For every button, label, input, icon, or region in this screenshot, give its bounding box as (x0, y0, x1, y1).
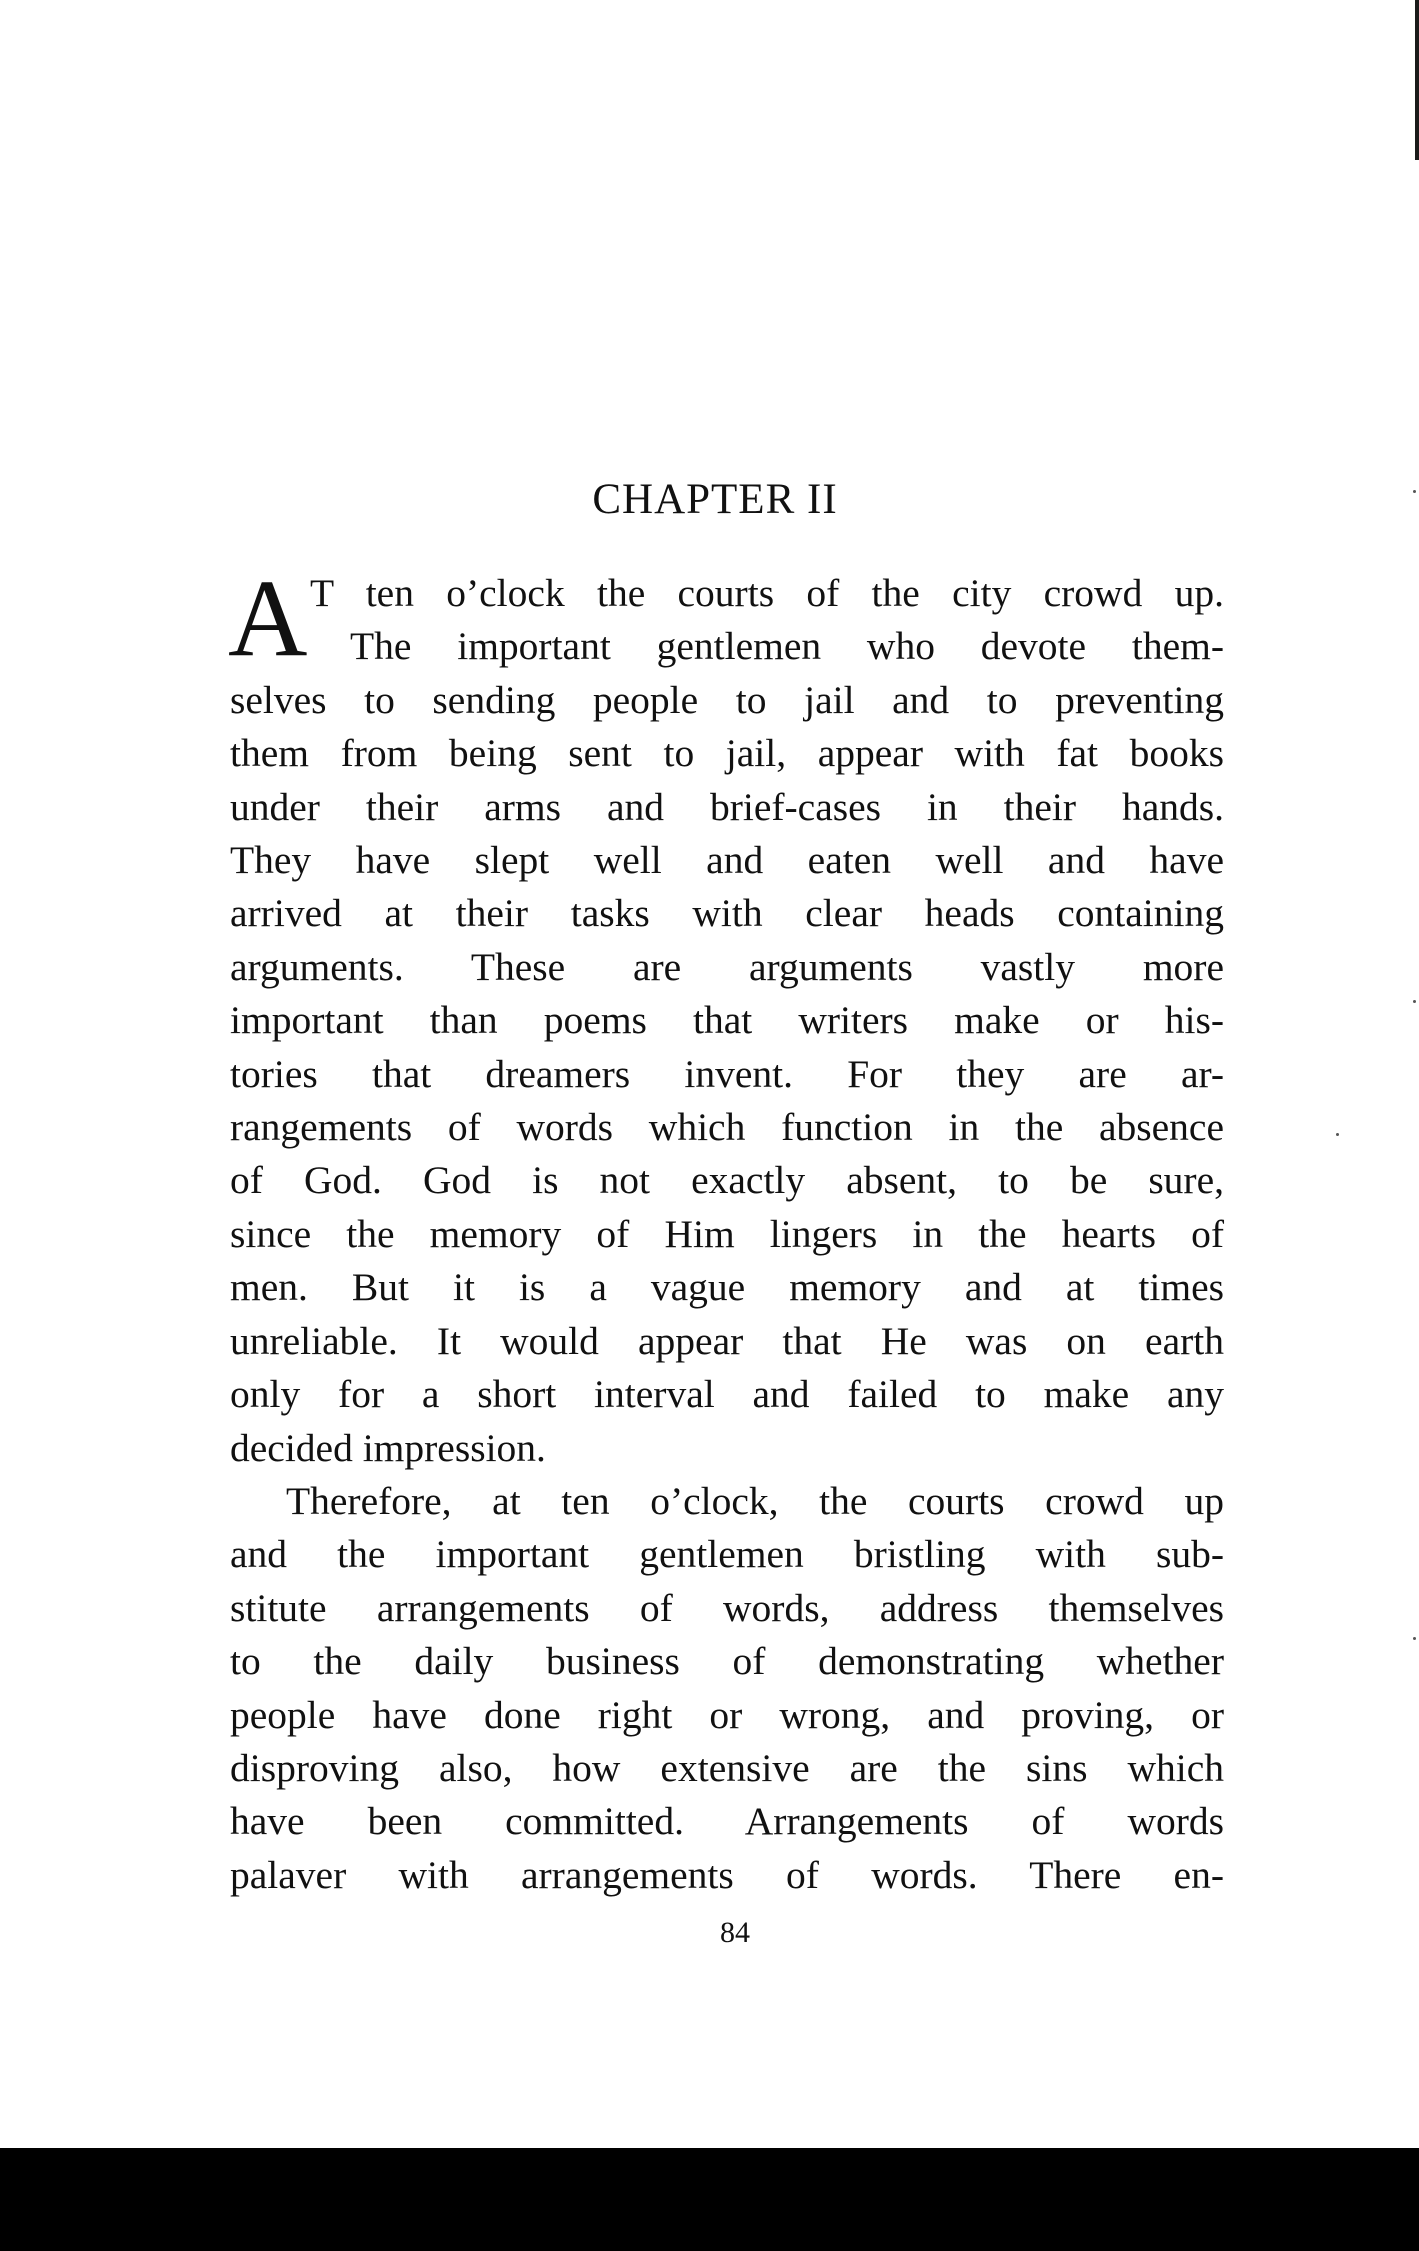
text-line: unreliable. It would appear that He was on earth (230, 1318, 1224, 1363)
text-line: men. But it is a vague memory and at times (230, 1265, 1224, 1310)
scan-speck (1413, 1000, 1416, 1003)
text-line: to the daily business of demonstrating whether (230, 1639, 1224, 1684)
scan-border-bottom (0, 2148, 1419, 2251)
page-number: 84 (720, 1916, 750, 1949)
text-line: arguments. These are arguments vastly more (230, 944, 1224, 989)
text-line: selves to sending people to jail and to preventing (230, 677, 1224, 722)
text-line: of God. God is not exactly absent, to be sure, (230, 1158, 1224, 1203)
text-line: disproving also, how extensive are the sins which (230, 1745, 1224, 1790)
text-line: since the memory of Him lingers in the hearts of (230, 1211, 1224, 1256)
text-line: them from being sent to jail, appear with fat books (230, 731, 1224, 776)
text-line: people have done right or wrong, and proving, or (230, 1692, 1224, 1737)
text-line: palaver with arrangements of words. There en- (230, 1852, 1224, 1897)
paragraph-1 (228, 557, 1224, 1475)
text-line: arrived at their tasks with clear heads containing (230, 891, 1224, 936)
text-line: Therefore, at ten o’clock, the courts crowd up (286, 1478, 1224, 1523)
text-line: The important gentlemen who devote them- (350, 624, 1224, 669)
scan-speck (1413, 490, 1416, 493)
drop-cap: A (228, 557, 308, 679)
text-line: important than poems that writers make or his- (230, 998, 1224, 1043)
text-line: rangements of words which function in the absence (230, 1105, 1224, 1150)
text-line: stitute arrangements of words, address themselves (230, 1585, 1224, 1630)
text-line: only for a short interval and failed to make any (230, 1372, 1224, 1417)
paragraph-2 (230, 1475, 1224, 1902)
text-line: have been committed. Arrangements of words (230, 1799, 1224, 1844)
text-line: under their arms and brief-cases in their hands. (230, 784, 1224, 829)
chapter-text (228, 557, 1224, 1902)
scan-edge-right (1415, 0, 1419, 160)
scan-speck (1413, 1637, 1416, 1640)
text-line: They have slept well and eaten well and have (230, 838, 1224, 883)
chapter-title: CHAPTER II (592, 476, 838, 523)
text-line: decided impression. (230, 1425, 546, 1470)
text-line: and the important gentlemen bristling with sub- (230, 1532, 1224, 1577)
text-line: tories that dreamers invent. For they are ar- (230, 1051, 1224, 1096)
scan-speck (1336, 1133, 1339, 1136)
opening-line-text: T ten o’clock the courts of the city crowd up. (310, 571, 1224, 615)
